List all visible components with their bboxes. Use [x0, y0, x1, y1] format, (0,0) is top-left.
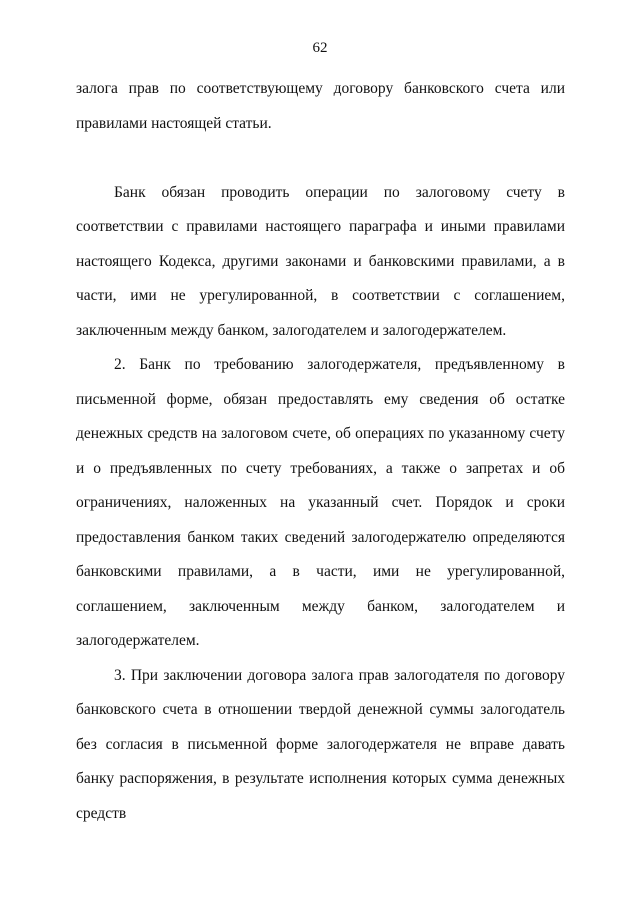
paragraph-bank-obligations: Банк обязан проводить операции по залоговому счету в соответствии с правилами настоящего параграфа и иными правилами настоящего Кодекса, другими законами и банковскими правилами, а в части, ими не урегулированной, в соответствии с соглашением, заключенным между банком, залогодателем и залогодержателем. — [76, 183, 565, 339]
body-text — [76, 72, 565, 831]
paragraph-continuation: залога прав по соответствующему договору банковского счета или правилами настоящей статьи. — [76, 80, 565, 132]
paragraph-item-2: 2. Банк по требованию залогодержателя, предъявленному в письменной форме, обязан предоставлять ему сведения об остатке денежных средств на залоговом счете, об операциях по указанному счету и о предъявленных по счету требованиях, а также о запретах и об ограничениях, наложенных на указанный счет. Порядок и сроки предоставления банком таких сведений залогодержателю определяются банковскими правилами, а в части, ими не урегулированной, соглашением, заключенным между банком, залогодателем и залогодержателем. — [76, 356, 565, 649]
page-number: 62 — [312, 40, 328, 56]
paragraph-item-3: 3. При заключении договора залога прав залогодателя по договору банковского счета в отношении твердой денежной суммы залогодатель без согласия в письменной форме залогодержателя не вправе давать банку распоряжения, в результате исполнения которых сумма денежных средств — [76, 666, 565, 822]
